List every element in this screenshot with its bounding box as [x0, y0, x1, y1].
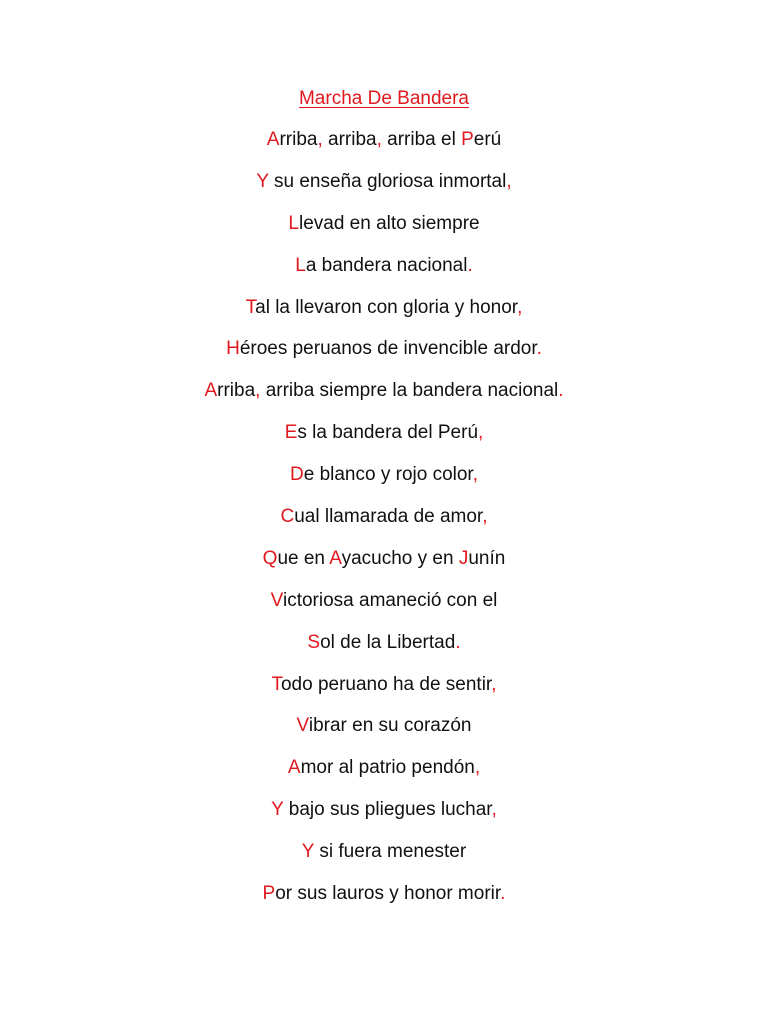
poem-line-text: ual llamarada de amor: [294, 506, 483, 528]
poem-line-accent: V: [296, 715, 309, 737]
poem-line-text: s la bandera del Perú: [297, 422, 479, 444]
poem-line-text: arriba: [322, 129, 377, 150]
poem-line-accent: T: [271, 673, 281, 695]
poem-line-accent: D: [289, 464, 304, 486]
document-page: [0, 86, 768, 923]
poem-line-accent: A: [266, 129, 280, 150]
poem-line-accent: E: [284, 422, 298, 444]
poem-line: [0, 797, 768, 823]
poem-line: [0, 672, 768, 698]
poem-line-text: si fuera menester: [314, 841, 467, 863]
poem-line-text: arriba siempre la bandera nacional: [260, 380, 559, 402]
poem-line-text: ol de la Libertad: [320, 631, 456, 653]
poem-line-text: or sus lauros y honor morir: [275, 883, 501, 905]
poem-line: [0, 462, 768, 488]
poem-line-accent: ,: [491, 799, 497, 821]
poem-line: [0, 881, 768, 907]
poem-line-text: ictoriosa amaneció con el: [282, 589, 498, 611]
poem-line: [0, 755, 768, 781]
poem-line-accent: .: [536, 338, 542, 360]
poem-line-accent: ,: [255, 380, 261, 402]
poem-line-accent: H: [226, 338, 240, 360]
poem-line-text: bajo sus pliegues luchar: [283, 799, 492, 821]
poem-line-accent: Y: [271, 799, 284, 821]
poem-line-text: ibrar en su corazón: [308, 715, 472, 737]
poem-line-accent: C: [280, 506, 295, 528]
poem-line-text: odo peruano ha de sentir: [280, 673, 492, 695]
poem-line-accent: Q: [262, 547, 278, 569]
poem-line-text: e blanco y rojo color: [303, 464, 473, 486]
poem-line-accent: L: [288, 212, 299, 234]
poem-line: [0, 378, 768, 404]
poem-line-text: rriba: [217, 380, 256, 402]
poem-line-accent: J: [458, 547, 469, 569]
poem-line-text: yacucho y en: [341, 547, 459, 569]
poem-line-accent: ,: [491, 673, 497, 695]
poem-line-accent: .: [467, 254, 473, 276]
poem-line-accent: .: [558, 380, 564, 402]
poem-line-accent: V: [270, 589, 283, 611]
poem-line: [0, 630, 768, 656]
poem-line-accent: P: [262, 883, 276, 905]
poem-line-accent: A: [204, 380, 218, 402]
poem-line-text: al la llevaron con gloria y honor: [255, 296, 518, 318]
poem-line: [0, 127, 768, 153]
poem-line: [0, 420, 768, 446]
poem-line-accent: ,: [474, 757, 481, 779]
poem-line: [0, 588, 768, 614]
poem-line-accent: Y: [301, 841, 315, 863]
poem-line-text: unín: [468, 547, 506, 569]
poem-line-accent: ,: [376, 129, 382, 150]
poem-line-accent: P: [461, 129, 474, 150]
poem-line-accent: L: [295, 254, 306, 276]
poem-line-text: levad en alto siempre: [298, 212, 480, 234]
poem-line: [0, 336, 768, 362]
poem-line-accent: A: [287, 757, 301, 779]
poem-line-accent: A: [329, 547, 342, 569]
poem-line-text: a bandera nacional: [305, 254, 468, 276]
poem-line: [0, 504, 768, 530]
poem-line: [0, 295, 768, 321]
poem-line-accent: ,: [506, 170, 512, 192]
document-title: Marcha De Bandera: [298, 88, 470, 109]
poem-line-accent: .: [500, 883, 506, 905]
poem-line-text: éroes peruanos de invencible ardor: [239, 338, 537, 360]
poem-line-text: arriba el: [381, 129, 462, 150]
poem-line-text: erú: [473, 129, 502, 150]
poem-line-accent: ,: [317, 129, 323, 150]
poem-line-accent: ,: [517, 296, 523, 318]
poem-line-accent: Y: [256, 170, 269, 192]
poem-line-accent: T: [245, 296, 256, 318]
poem-line-accent: ,: [472, 464, 478, 486]
poem-line-text: rriba: [279, 129, 318, 150]
poem-line: [0, 713, 768, 739]
poem-line: [0, 839, 768, 865]
poem-line-accent: ,: [478, 422, 484, 444]
poem-line: [0, 211, 768, 237]
poem-line-accent: .: [455, 631, 461, 653]
poem-line-text: mor al patrio pendón: [300, 757, 475, 779]
poem-line-text: su enseña gloriosa inmortal: [268, 170, 507, 192]
poem-line: [0, 253, 768, 279]
poem-verses: [0, 127, 768, 907]
poem-line: [0, 169, 768, 195]
poem-line-accent: ,: [482, 506, 488, 528]
poem-line-accent: S: [307, 631, 321, 653]
poem-line: [0, 546, 768, 572]
poem-line-text: ue en: [277, 547, 330, 569]
